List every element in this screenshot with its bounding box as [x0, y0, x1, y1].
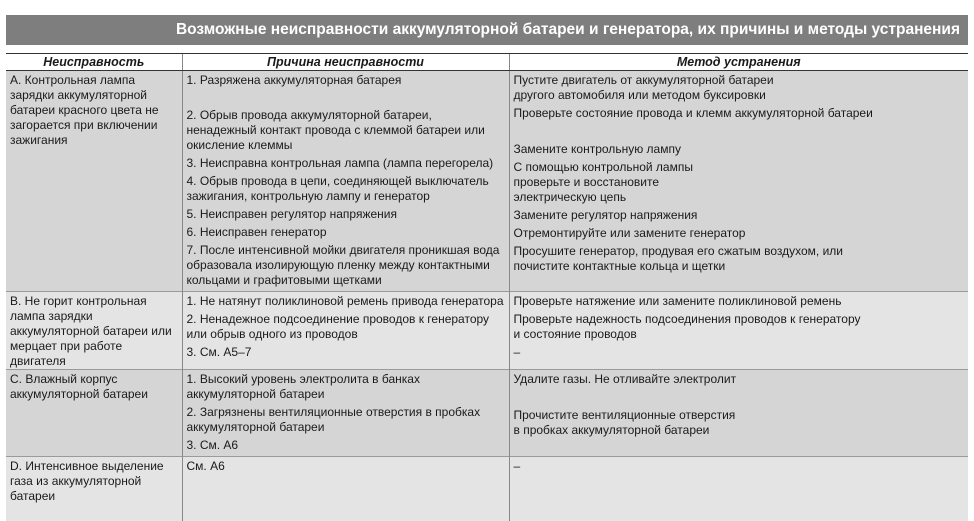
- fault-cell-c: [6, 370, 182, 457]
- cause-item: 2. Обрыв провода аккумуляторной батареи, ненадежный контакт провода с клеммой батареи или окисление клеммы: [186, 108, 485, 152]
- column-header-cause: Причина неисправности: [182, 54, 509, 71]
- fix-item: Проверьте состояние провода и клемм аккумуляторной батареи: [513, 106, 873, 120]
- cause-item: 4. Обрыв провода в цепи, соединяющей выключатель зажигания, контрольную лампу и генератор: [186, 174, 489, 203]
- troubleshooting-table: [6, 53, 968, 521]
- cause-item: 6. Неисправен генератор: [186, 225, 327, 239]
- fix-item: Замените регулятор напряжения: [513, 208, 698, 222]
- cause-item: 1. Высокий уровень электролита в банках аккумуляторной батареи: [186, 372, 420, 401]
- cause-item: 3. Неисправна контрольная лампа (лампа перегорела): [186, 156, 494, 170]
- fix-item: –: [513, 459, 521, 473]
- table-row-b: [6, 292, 968, 370]
- fault-text: А. Контрольная лампа зарядки аккумуляторной батареи красного цвета не загорается при включении зажигания: [10, 73, 159, 147]
- column-header-fix: Метод устранения: [509, 54, 968, 71]
- cause-item: 7. После интенсивной мойки двигателя проникшая вода образовала изолирующую пленку между контактными кольцами и графитовыми щетками: [186, 243, 500, 287]
- fix-cell-c: [509, 370, 968, 457]
- table-title: Возможные неисправности аккумуляторной батареи и генератора, их причины и методы устранения: [175, 21, 960, 38]
- column-header-fault: Неисправность: [6, 54, 182, 71]
- fix-item: Просушите генератор, продувая его сжатым воздухом, или почистите контактные кольца и щетки: [513, 244, 844, 273]
- fix-item: С помощью контрольной лампы проверьте и восстановите электрическую цепь: [513, 160, 693, 204]
- fault-cell-b: [6, 292, 182, 370]
- cause-cell-d: [182, 457, 509, 521]
- fix-item: Пустите двигатель от аккумуляторной батареи другого автомобиля или методом буксировки: [513, 73, 774, 102]
- table-row-a: [6, 71, 968, 292]
- fault-text: С. Влажный корпус аккумуляторной батареи: [10, 372, 148, 401]
- cause-cell-c: [182, 370, 509, 457]
- cause-item: 3. См. А6: [186, 438, 239, 452]
- fault-text: В. Не горит контрольная лампа зарядки аккумуляторной батареи или мерцает при работе двигателя: [10, 294, 172, 368]
- fix-cell-d: [509, 457, 968, 521]
- cause-item: 2. Загрязнены вентиляционные отверстия в пробках аккумуляторной батареи: [186, 405, 481, 434]
- table-header-row: [6, 54, 968, 71]
- fix-item: Удалите газы. Не отливайте электролит: [513, 372, 737, 386]
- table-row-c: [6, 370, 968, 457]
- fix-item: Прочистите вентиляционные отверстия в пробках аккумуляторной батареи: [513, 408, 736, 437]
- fix-item: Замените контрольную лампу: [513, 142, 681, 156]
- table-title-banner: [6, 15, 968, 45]
- fix-item: Проверьте надежность подсоединения проводов к генератору и состояние проводов: [513, 312, 861, 341]
- fix-item: –: [513, 345, 521, 359]
- cause-item: 1. Не натянут поликлиновой ремень привода генератора: [186, 294, 504, 308]
- fix-item: Проверьте натяжение или замените поликлиновой ремень: [513, 294, 842, 308]
- cause-item: 3. См. А5–7: [186, 345, 252, 359]
- table-row-d: [6, 457, 968, 521]
- cause-item: 2. Ненадежное подсоединение проводов к генератору или обрыв одного из проводов: [186, 312, 490, 341]
- fault-cell-d: [6, 457, 182, 521]
- fault-cell-a: [6, 71, 182, 292]
- fix-cell-b: [509, 292, 968, 370]
- fix-cell-a: [509, 71, 968, 292]
- cause-item: 1. Разряжена аккумуляторная батарея: [186, 73, 402, 87]
- cause-cell-a: [182, 71, 509, 292]
- cause-item: 5. Неисправен регулятор напряжения: [186, 207, 397, 221]
- fix-item: Отремонтируйте или замените генератор: [513, 226, 746, 240]
- cause-item: См. А6: [186, 459, 225, 473]
- cause-cell-b: [182, 292, 509, 370]
- fault-text: D. Интенсивное выделение газа из аккумуляторной батареи: [10, 459, 164, 503]
